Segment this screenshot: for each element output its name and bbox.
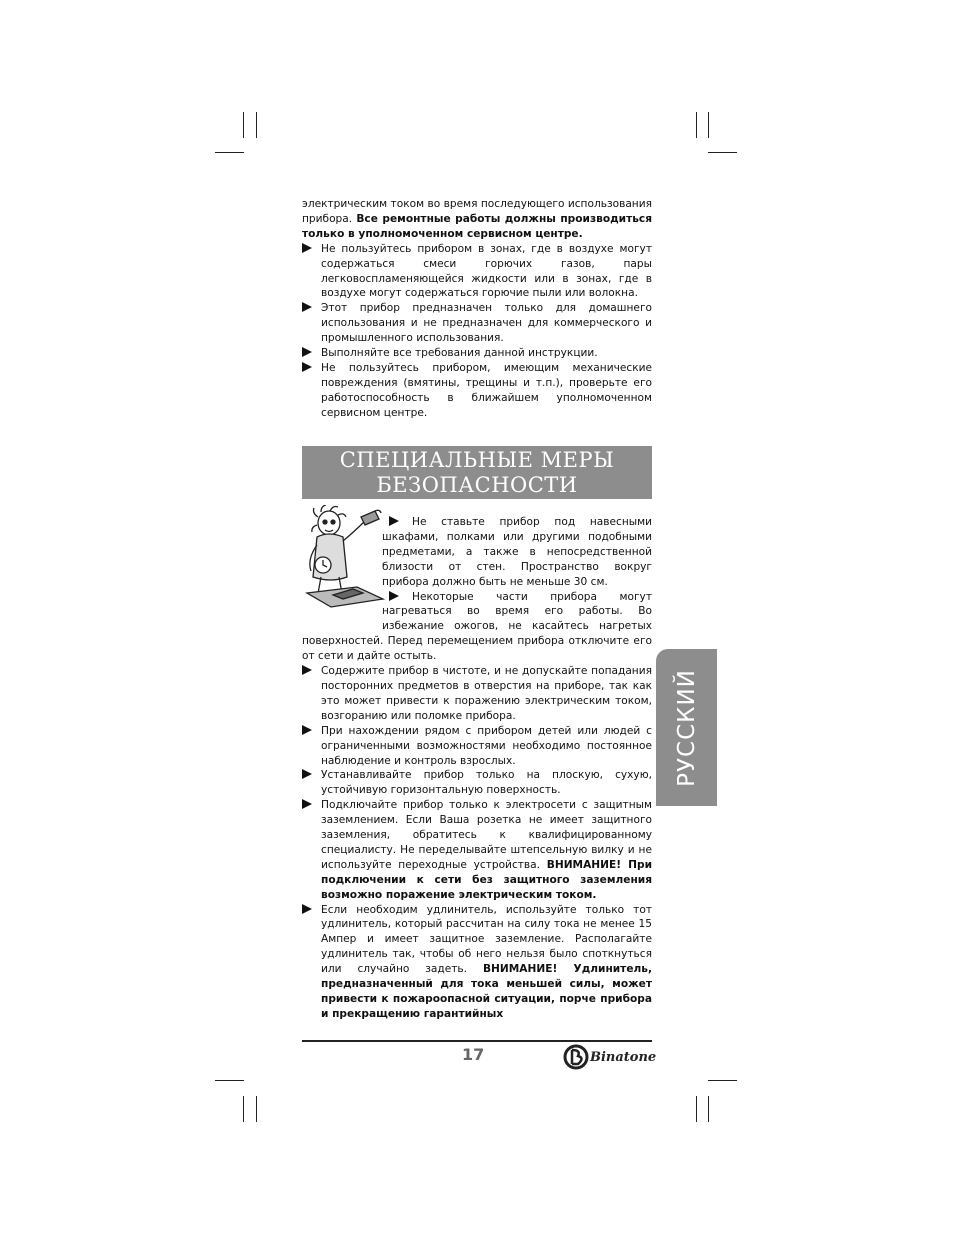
bullet-item: Не ставьте прибор под навесными шкафами, полками или другими подобными предметами, а также в непосредственной близости от стен. Пространство вокруг прибора должно быть не меньше 30 см. [382, 516, 652, 588]
arrow-bullet-icon [302, 725, 312, 735]
bullet-item: Не пользуйтесь прибором, имеющим механические повреждения (вмятины, трещины и т.п.), проверьте его работоспособность в ближайшем уполномоченном сервисном центре. [302, 361, 652, 421]
footer-divider [302, 1040, 652, 1042]
bullet-item: Устанавливайте прибор только на плоскую, сухую, устойчивую горизонтальную поверхность. [302, 768, 652, 798]
arrow-bullet-icon [389, 591, 399, 601]
bullet-item: При нахождении рядом с прибором детей или людей с ограниченными возможностями необходимо постоянное наблюдение и контроль взрослых. [302, 724, 652, 769]
arrow-bullet-icon [302, 799, 312, 809]
special-safety-block [302, 515, 652, 1022]
bullet-item: Не пользуйтесь прибором в зонах, где в воздухе могут содержаться смеси горючих газов, пары легковоспламеняющейся жидкости или в зонах, где в воздухе могут содержаться горючие пыли или волокна. [302, 242, 652, 302]
bullet-item: Этот прибор предназначен только для домашнего использования и не предназначен для коммерческого и промышленного использования. [302, 301, 652, 346]
arrow-bullet-icon [302, 243, 312, 253]
arrow-bullet-icon [302, 302, 312, 312]
page-number: 17 [462, 1045, 485, 1064]
bullet-item: Подключайте прибор только к электросети с защитным заземлением. Если Ваша розетка не имеет защитного заземления, обратитесь к квалифицированному специалисту. Не переделывайте штепсельную вилку и не используйте переходные устройства. ВНИМАНИЕ! При подключении к сети без защитного заземления возможно поражение электрическим током. [302, 798, 652, 902]
bullet-item: Выполняйте все требования данной инструкции. [302, 346, 652, 361]
arrow-bullet-icon [302, 904, 312, 914]
brand-name: Binatone [590, 1050, 657, 1065]
bullet-item: Если необходим удлинитель, используйте только тот удлинитель, который рассчитан на силу тока не менее 15 Ампер и имеет защитное заземление. Располагайте удлинитель так, чтобы об него нельзя было споткнуться или случайно задеть. ВНИМАНИЕ! Удлинитель, предназначенный для тока меньшей силы, может привести к пожароопасной ситуации, порче прибора и прекращению гарантийных [302, 903, 652, 1022]
arrow-bullet-icon [302, 769, 312, 779]
section-title: СПЕЦИАЛЬНЫЕ МЕРЫ БЕЗОПАСНОСТИ [302, 446, 652, 499]
bullet-item: Некоторые части прибора могут нагреваться во время его работы. Во избежание ожогов, не касайтесь нагретых поверхностей. Перед перемещением прибора отключите его от сети и дайте остыть. [302, 590, 652, 663]
paragraph: электрическим током во время последующего использования прибора. Все ремонтные работы должны производиться только в уполномоченном сервисном центре. [302, 198, 652, 240]
arrow-bullet-icon [389, 516, 399, 526]
bullet-item: Содержите прибор в чистоте, и не допускайте попадания посторонних предметов в отверстия на приборе, так как это может привести к поражению электрическим током, возгоранию или поломке прибора. [302, 664, 652, 724]
arrow-bullet-icon [302, 347, 312, 357]
top-text-block [302, 197, 652, 421]
language-tab: РУССКИЙ [656, 649, 717, 806]
arrow-bullet-icon [302, 665, 312, 675]
arrow-bullet-icon [302, 362, 312, 372]
